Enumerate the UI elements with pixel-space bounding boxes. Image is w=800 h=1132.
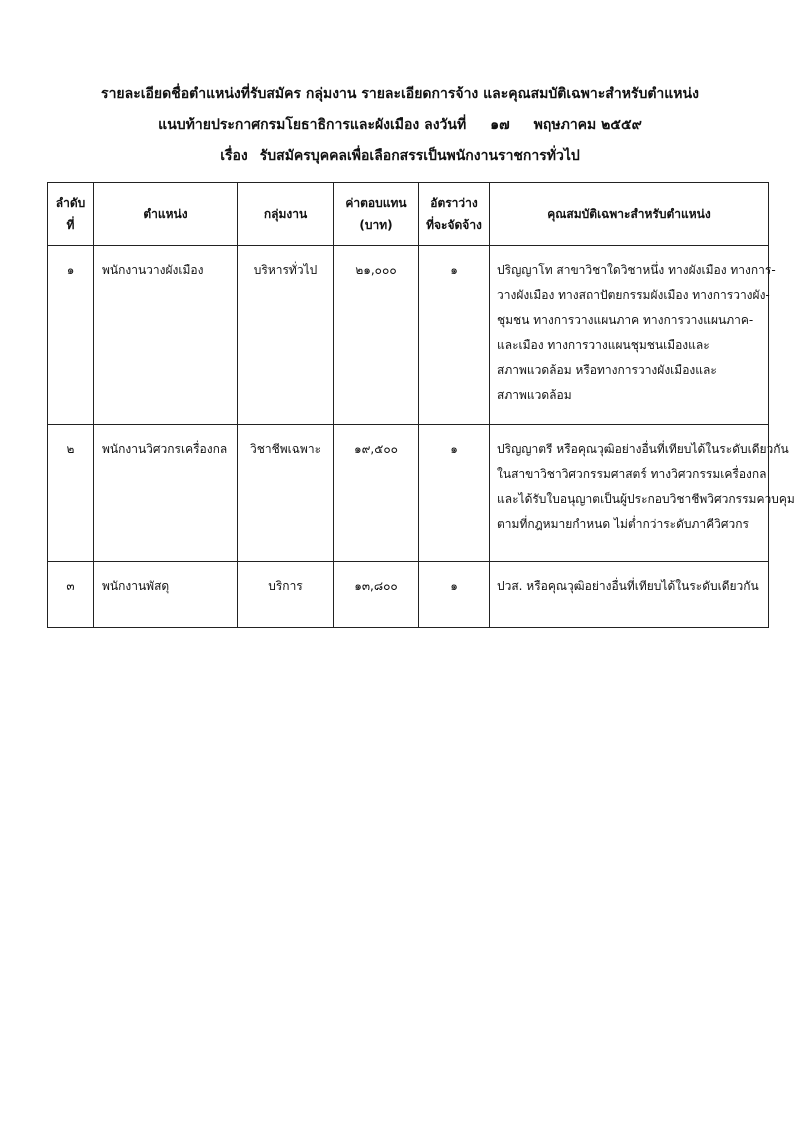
table-row [48, 562, 769, 628]
position-name: พนักงานวิศวกรเครื่องกล [94, 425, 238, 562]
vacancy-count: ๑ [419, 425, 490, 562]
header-no-line2: ที่ [66, 218, 75, 232]
row-number: ๒ [48, 425, 94, 562]
qualification-line: สภาพแวดล้อม [497, 388, 572, 402]
table-header-row [48, 183, 769, 246]
header-no-line1: ลำดับ [55, 196, 86, 210]
header-pay [334, 183, 419, 246]
qualification-line: ชุมชน ทางการวางแผนภาค ทางการวางแผนภาค- [497, 313, 754, 327]
compensation: ๑๙,๕๐๐ [334, 425, 419, 562]
qualification-line: และได้รับใบอนุญาตเป็นผู้ประกอบวิชาชีพวิศวกรรมควบคุม [497, 492, 795, 506]
job-group: บริการ [238, 562, 334, 628]
announcement-reference: แนบท้ายประกาศกรมโยธาธิการและผังเมือง ลงวันที่ [158, 117, 467, 133]
qualification-text [490, 425, 795, 562]
vacancy-count: ๑ [419, 246, 490, 425]
positions-table [47, 182, 795, 628]
qualification-text [490, 562, 769, 628]
vacancy-count: ๑ [419, 562, 490, 628]
announcement-day: ๑๗ [490, 117, 510, 133]
header-pay-line1: ค่าตอบแทน [345, 196, 407, 210]
qualification-line: ปริญญาโท สาขาวิชาใดวิชาหนึ่ง ทางผังเมือง ทางการ- [497, 263, 776, 277]
table-row [48, 246, 769, 425]
job-group: บริหารทั่วไป [238, 246, 334, 425]
position-name: พนักงานวางผังเมือง [94, 246, 238, 425]
header-group: กลุ่มงาน [238, 183, 334, 246]
document-title-line2 [0, 115, 800, 135]
qualification-line: ปวส. หรือคุณวุฒิอย่างอื่นที่เทียบได้ในระดับเดียวกัน [497, 579, 759, 593]
qualification-line: วางผังเมือง ทางสถาปัตยกรรมผังเมือง ทางการวางผัง- [497, 288, 770, 302]
qualification-line: สภาพแวดล้อม หรือทางการวางผังเมืองและ [497, 363, 717, 377]
header-pay-line2: (บาท) [359, 218, 393, 232]
qualification-line: และเมือง ทางการวางแผนชุมชนเมืองและ [497, 338, 710, 352]
document-title-line1: รายละเอียดชื่อตำแหน่งที่รับสมัคร กลุ่มงาน รายละเอียดการจ้าง และคุณสมบัติเฉพาะสำหรับตำแหน่ง [101, 86, 699, 102]
header-vacancy-line2: ที่จะจัดจ้าง [426, 218, 482, 232]
compensation: ๒๑,๐๐๐ [334, 246, 419, 425]
row-number: ๓ [48, 562, 94, 628]
row-number: ๑ [48, 246, 94, 425]
subject-text: รับสมัครบุคคลเพื่อเลือกสรรเป็นพนักงานราชการทั่วไป [259, 148, 580, 164]
header-vacancy [419, 183, 490, 246]
table-row [48, 425, 769, 562]
document-subject [0, 146, 800, 166]
qualification-line: ในสาขาวิชาวิศวกรรมศาสตร์ ทางวิศวกรรมเครื่องกล [497, 467, 767, 481]
header-position: ตำแหน่ง [94, 183, 238, 246]
position-name: พนักงานพัสดุ [94, 562, 238, 628]
subject-label: เรื่อง [220, 148, 248, 164]
header-no [48, 183, 94, 246]
qualification-line: ตามที่กฎหมายกำหนด ไม่ต่ำกว่าระดับภาคีวิศวกร [497, 517, 749, 531]
header-qualification: คุณสมบัติเฉพาะสำหรับตำแหน่ง [490, 183, 769, 246]
compensation: ๑๓,๘๐๐ [334, 562, 419, 628]
header-vacancy-line1: อัตราว่าง [430, 196, 478, 210]
announcement-month-year: พฤษภาคม ๒๕๕๙ [533, 117, 642, 133]
qualification-text [490, 246, 776, 425]
job-group: วิชาชีพเฉพาะ [238, 425, 334, 562]
qualification-line: ปริญญาตรี หรือคุณวุฒิอย่างอื่นที่เทียบได้ในระดับเดียวกัน [497, 442, 789, 456]
